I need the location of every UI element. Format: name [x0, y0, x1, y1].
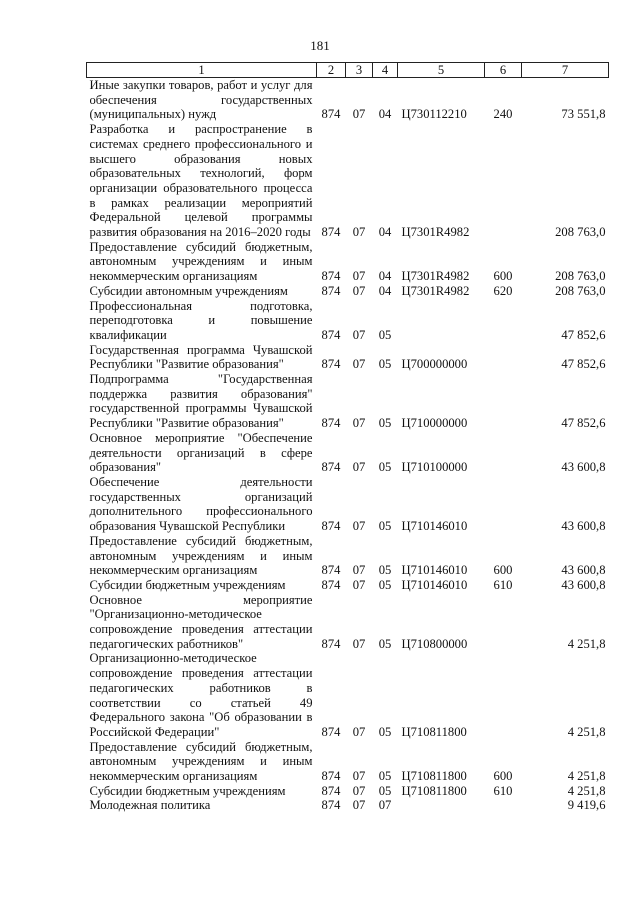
row-subsection: 05 [378, 460, 392, 475]
row-section: 07 [352, 416, 366, 431]
row-grbs: 874 [321, 283, 341, 298]
row-target-article: Ц730112210 [401, 107, 467, 122]
row-subsection: 05 [378, 519, 392, 534]
header-col-2: 2 [317, 63, 346, 78]
row-grbs: 874 [321, 519, 341, 534]
row-section: 07 [352, 783, 366, 798]
row-name: Профессиональная подготовка, переподготовка и повышение квалификации [89, 298, 313, 342]
row-subsection: 04 [378, 283, 392, 298]
row-section: 07 [352, 724, 366, 739]
row-expense-type: 240 [493, 107, 513, 122]
row-sum: 208 763,0 [555, 283, 606, 298]
row-expense-type [485, 299, 522, 343]
row-subsection: 05 [378, 769, 392, 784]
row-name: Иные закупки товаров, работ и услуг для обеспечения государственных (муниципальных) нужд [89, 78, 313, 122]
row-name: Основное мероприятие "Обеспечение деятельности организаций в сфере образования" [89, 430, 313, 475]
row-name: Субсидии бюджетным учреждениям [89, 783, 286, 798]
row-sum: 4 251,8 [567, 769, 606, 784]
table-row [87, 784, 609, 799]
row-target-article: Ц710811800 [401, 783, 467, 798]
row-expense-type [485, 372, 522, 431]
table-row [87, 372, 609, 431]
row-sum: 43 600,8 [561, 577, 606, 592]
table-row [87, 122, 609, 240]
row-section: 07 [352, 225, 366, 240]
header-col-4: 4 [373, 63, 398, 78]
row-name: Подпрограмма "Государственная поддержка развития образования" государственной программы Чувашской Республики "Развитие образования" [89, 372, 313, 431]
row-sum: 208 763,0 [555, 269, 606, 284]
row-section: 07 [352, 563, 366, 578]
row-target-article: Ц710000000 [401, 416, 468, 431]
row-target-article: Ц710146010 [401, 563, 468, 578]
header-col-1: 1 [87, 63, 317, 78]
row-subsection: 05 [378, 783, 392, 798]
row-subsection: 05 [378, 416, 392, 431]
row-target-article [398, 798, 485, 813]
row-grbs: 874 [321, 724, 341, 739]
header-col-3: 3 [346, 63, 373, 78]
row-section: 07 [352, 636, 366, 651]
row-subsection: 04 [378, 225, 392, 240]
row-grbs: 874 [321, 225, 341, 240]
row-sum: 47 852,6 [561, 327, 606, 342]
row-expense-type [485, 122, 522, 240]
row-target-article: Ц710811800 [401, 724, 467, 739]
row-name: Обеспечение деятельности государственных организаций дополнительного профессионального образования Чувашской Республики [89, 474, 313, 534]
table-row [87, 343, 609, 372]
row-subsection: 07 [378, 798, 392, 813]
row-name: Разработка и распространение в системах среднего профессионального и высшего образования новых образовательных технологий, форм организации образовательного процесса в рамках реализации мероприятий Федеральной целевой программы развития образования на 2016–2020 годы [89, 122, 313, 240]
row-subsection: 04 [378, 107, 392, 122]
row-section: 07 [352, 269, 366, 284]
row-name: Организационно-методическое сопровождение проведения аттестации педагогических работников в соответствии со статьей 49 Федерального закона "Об образовании в Российской Федерации" [89, 651, 313, 739]
table-row [87, 284, 609, 299]
header-col-5: 5 [398, 63, 485, 78]
row-expense-type [485, 343, 522, 372]
row-expense-type: 600 [493, 269, 513, 284]
row-expense-type: 600 [493, 769, 513, 784]
row-grbs: 874 [321, 563, 341, 578]
row-sum: 4 251,8 [567, 724, 606, 739]
row-section: 07 [352, 283, 366, 298]
row-target-article: Ц710100000 [401, 460, 468, 475]
row-name: Молодежная политика [89, 798, 211, 813]
row-subsection: 04 [378, 269, 392, 284]
row-grbs: 874 [321, 460, 341, 475]
table-row [87, 240, 609, 284]
row-expense-type [485, 798, 522, 813]
row-section: 07 [352, 357, 366, 372]
table-row [87, 798, 609, 813]
row-sum: 9 419,6 [567, 798, 606, 813]
row-subsection: 05 [378, 636, 392, 651]
table-row [87, 534, 609, 578]
row-expense-type: 600 [493, 563, 513, 578]
row-target-article [398, 299, 485, 343]
row-sum: 43 600,8 [561, 563, 606, 578]
row-sum: 47 852,6 [561, 357, 606, 372]
row-target-article: Ц700000000 [401, 357, 468, 372]
table-row [87, 299, 609, 343]
row-grbs: 874 [321, 269, 341, 284]
table-row [87, 78, 609, 123]
row-grbs: 874 [321, 577, 341, 592]
row-expense-type [485, 651, 522, 739]
row-grbs: 874 [321, 769, 341, 784]
row-grbs: 874 [321, 327, 341, 342]
table-row [87, 740, 609, 784]
row-sum: 43 600,8 [561, 460, 606, 475]
row-name: Основное мероприятие "Организационно-методическое сопровождение проведения аттестации педагогических работников" [89, 592, 313, 651]
header-col-6: 6 [485, 63, 522, 78]
row-subsection: 05 [378, 724, 392, 739]
table-row [87, 651, 609, 739]
row-name: Предоставление субсидий бюджетным, автономным учреждениям и иным некоммерческим организациям [89, 533, 313, 578]
table-row [87, 593, 609, 652]
table-row [87, 475, 609, 534]
row-grbs: 874 [321, 357, 341, 372]
row-subsection: 05 [378, 563, 392, 578]
row-grbs: 874 [321, 783, 341, 798]
row-grbs: 874 [321, 636, 341, 651]
row-sum: 47 852,6 [561, 416, 606, 431]
row-section: 07 [352, 798, 366, 813]
row-grbs: 874 [321, 107, 341, 122]
table-row [87, 578, 609, 593]
row-expense-type: 610 [493, 577, 513, 592]
row-target-article: Ц710811800 [401, 769, 467, 784]
row-expense-type [485, 593, 522, 652]
row-expense-type [485, 431, 522, 475]
row-target-article: Ц7301R4982 [401, 283, 470, 298]
row-target-article: Ц710146010 [401, 519, 468, 534]
row-name: Предоставление субсидий бюджетным, автономным учреждениям и иным некоммерческим организациям [89, 239, 313, 284]
row-sum: 4 251,8 [567, 636, 606, 651]
row-target-article: Ц710146010 [401, 577, 468, 592]
header-row [87, 63, 609, 78]
row-sum: 208 763,0 [555, 225, 606, 240]
row-section: 07 [352, 327, 366, 342]
row-name: Предоставление субсидий бюджетным, автономным учреждениям и иным некоммерческим организациям [89, 739, 313, 784]
row-section: 07 [352, 577, 366, 592]
row-expense-type: 610 [493, 783, 513, 798]
row-section: 07 [352, 769, 366, 784]
row-grbs: 874 [321, 798, 341, 813]
row-sum: 73 551,8 [561, 107, 606, 122]
row-expense-type [485, 475, 522, 534]
row-subsection: 05 [378, 357, 392, 372]
row-expense-type: 620 [493, 283, 513, 298]
row-name: Субсидии бюджетным учреждениям [89, 577, 286, 592]
row-subsection: 05 [378, 577, 392, 592]
budget-table [86, 62, 609, 813]
row-subsection: 05 [378, 327, 392, 342]
row-section: 07 [352, 460, 366, 475]
header-col-7: 7 [522, 63, 609, 78]
row-section: 07 [352, 519, 366, 534]
table-row [87, 431, 609, 475]
row-name: Субсидии автономным учреждениям [89, 283, 288, 298]
row-target-article: Ц7301R4982 [401, 225, 470, 240]
row-sum: 43 600,8 [561, 519, 606, 534]
row-name: Государственная программа Чувашской Республики "Развитие образования" [89, 342, 313, 372]
row-grbs: 874 [321, 416, 341, 431]
row-target-article: Ц710800000 [401, 636, 468, 651]
page-number: 181 [310, 38, 330, 53]
row-section: 07 [352, 107, 366, 122]
row-target-article: Ц7301R4982 [401, 269, 470, 284]
row-sum: 4 251,8 [567, 783, 606, 798]
